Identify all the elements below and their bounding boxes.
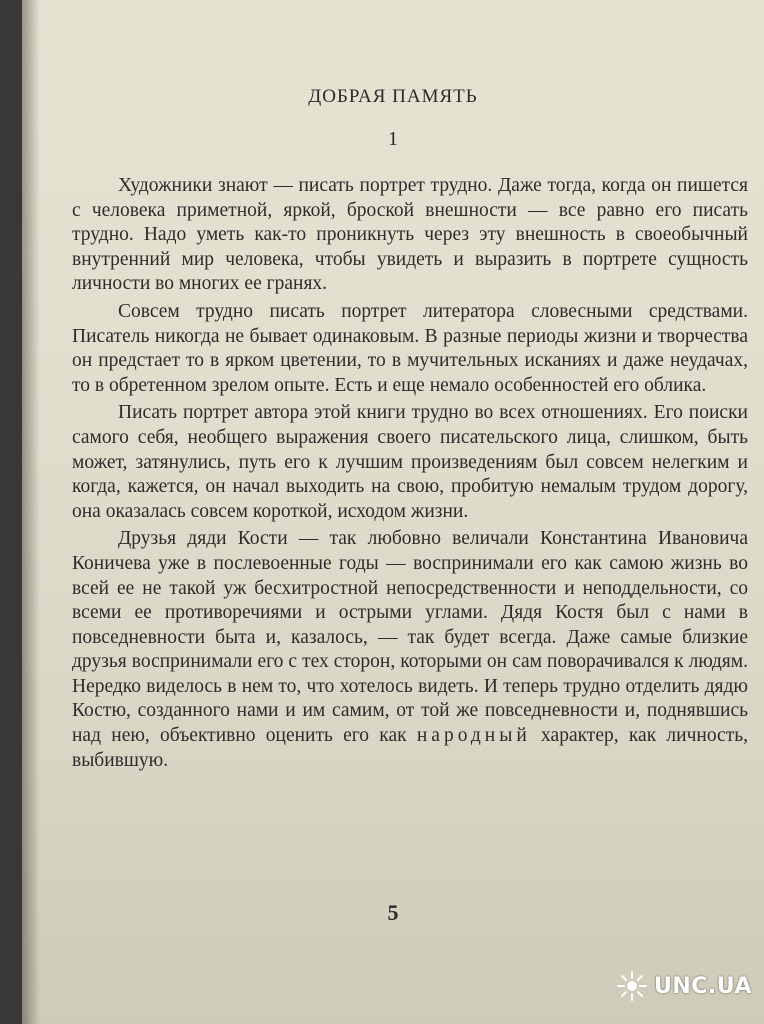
watermark-text: UNC.UA	[654, 973, 752, 999]
sunburst-icon	[616, 970, 648, 1002]
body-text	[72, 174, 748, 773]
page-number: 5	[387, 900, 399, 925]
paragraph-4-text-start: Друзья дяди Кости — так любовно величали Константина Ивановича Коничева уже в послевоенные годы — воспринимали его как самою жизнь во всей ее не такой уж бесхитростной непосредственности и неподдельности, со всеми ее противоречиями и острыми углами. Дядя Костя был с нами в повседневности быта и, казалось, — так будет всегда. Даже самые близкие друзья воспринимали его с тех сторон, которыми он сам поворачивался к людям. Нередко виделось в нем то, что хотелось видеть. И теперь трудно отделить дядю Костю, созданного нами и им самим, от той же повседневности и, поднявшись над нею, объективно оценить его как	[72, 528, 748, 747]
chapter-number: 1	[388, 128, 398, 150]
paragraph-2: Совсем трудно писать портрет литератора словесными средствами. Писатель никогда не бывает одинаковым. В разные периоды жизни и творчества он предстает то в ярком цветении, то в мучительных исканиях и даже неудачах, то в обретенном зрелом опыте. Есть и еще немало особенностей его облика.	[72, 300, 748, 396]
chapter-title: ДОБРАЯ ПАМЯТЬ	[308, 86, 478, 107]
watermark	[616, 970, 752, 1002]
paragraph-1: Художники знают — писать портрет трудно. Даже тогда, когда он пишется с человека приметной, яркой, броской внешности — все равно его писать трудно. Надо уметь как-то проникнуть через эту внешность в своеобычный внутренний мир человека, чтобы увидеть и выразить в портрете сущность личности во многих ее гранях.	[72, 175, 748, 295]
book-page	[22, 0, 764, 1024]
spine-shadow	[22, 0, 40, 1024]
paragraph-4	[72, 527, 748, 773]
paragraph-3: Писать портрет автора этой книги трудно во всех отношениях. Его поиски самого себя, необщего выражения своего писательского лица, слишком, быть может, затянулись, путь его к лучшим произведениям был совсем нелегким и когда, кажется, он начал выходить на свою, пробитую немалым трудом дорогу, она оказалась совсем короткой, исходом жизни.	[72, 402, 748, 522]
paragraph-4-text-end: характер, как личность, выбившую.	[72, 725, 749, 771]
spaced-emphasis-word: народный	[416, 725, 531, 747]
